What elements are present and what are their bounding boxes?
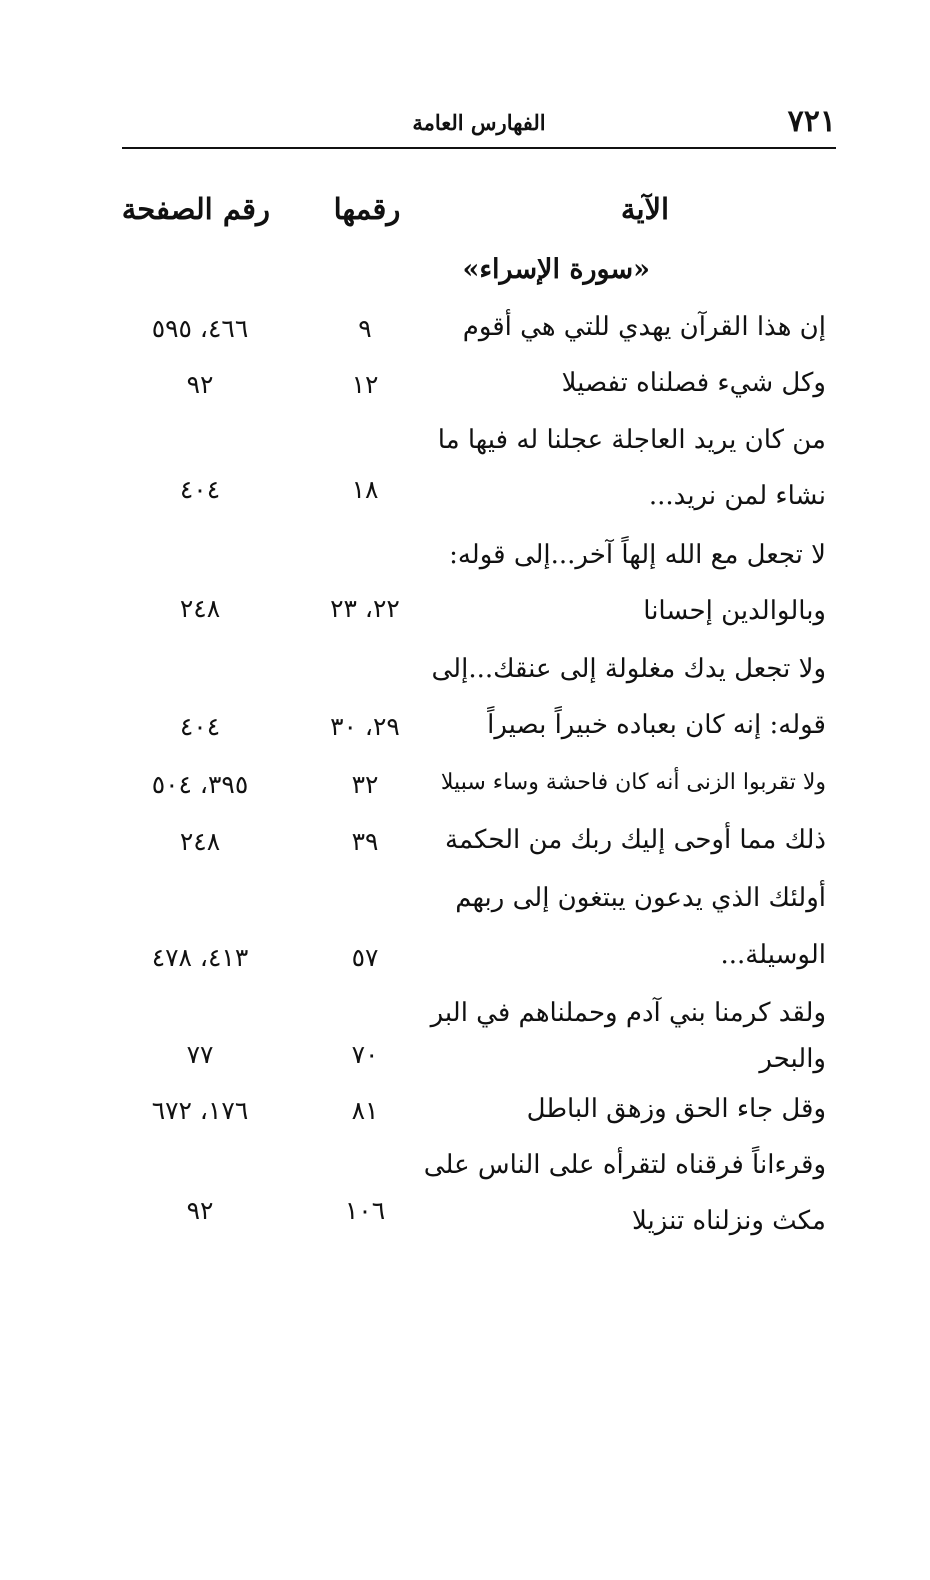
ayah-number: ٥٧ (351, 943, 379, 972)
page-reference: ٢٤٨ (179, 594, 221, 623)
ayah-number: ٣٩ (351, 827, 379, 856)
verse-text: أولئك الذي يدعون يبتغون إلى ربهم (455, 883, 826, 913)
ayah-number: ٢٩، ٣٠ (330, 712, 400, 741)
verse-text: وكل شيء فصلناه تفصيلا (561, 368, 826, 398)
verse-text: لا تجعل مع الله إلهاً آخر...إلى قوله: (449, 540, 826, 570)
verse-text: إن هذا القرآن يهدي للتي هي أقوم (462, 312, 826, 342)
verse-text: وقل جاء الحق وزهق الباطل (526, 1094, 826, 1124)
page-reference: ٤٦٦، ٥٩٥ (151, 314, 249, 343)
header-divider (122, 147, 836, 149)
page-reference: ٩٢ (186, 1196, 214, 1225)
page-reference: ٣٩٥، ٥٠٤ (151, 770, 249, 799)
verse-text: ذلك مما أوحى إليك ربك من الحكمة (445, 825, 826, 855)
verse-text: من كان يريد العاجلة عجلنا له فيها ما (437, 425, 826, 455)
column-header-ayah-number: رقمها (333, 192, 401, 226)
ayah-number: ١٢ (351, 370, 379, 399)
verse-text: ولا تقربوا الزنى أنه كان فاحشة وساء سبيلا (440, 770, 826, 795)
verse-text: ولا تجعل يدك مغلولة إلى عنقك...إلى (431, 654, 826, 684)
page-reference: ٧٧ (186, 1040, 214, 1069)
verse-text: نشاء لمن نريد... (648, 481, 826, 511)
column-header-page-number: رقم الصفحة (121, 192, 270, 226)
ayah-number: ٧٠ (351, 1040, 379, 1069)
verse-text: قوله: إنه كان بعباده خبيراً بصيراً (487, 710, 826, 740)
page-reference: ١٧٦، ٦٧٢ (151, 1096, 249, 1125)
ayah-number: ٢٢، ٢٣ (330, 594, 400, 623)
verse-text: وبالوالدين إحسانا (643, 596, 826, 626)
page-reference: ٤٠٤ (179, 475, 221, 504)
ayah-number: ٩ (358, 314, 372, 343)
page-reference: ٢٤٨ (179, 827, 221, 856)
verse-text: ولقد كرمنا بني آدم وحملناهم في البر (430, 998, 826, 1028)
column-header-verse: الآية (620, 192, 670, 226)
ayah-number: ٨١ (351, 1096, 379, 1125)
ayah-number: ٣٢ (351, 770, 379, 799)
ayah-number: ١٠٦ (344, 1196, 386, 1225)
verse-text: الوسيلة... (720, 940, 826, 970)
page-reference: ٤١٣، ٤٧٨ (151, 943, 249, 972)
verse-text: مكث ونزلناه تنزيلا (632, 1206, 826, 1236)
verse-text: وقرءاناً فرقناه لتقرأه على الناس على (423, 1150, 826, 1180)
page-header (122, 104, 836, 148)
page-reference: ٩٢ (186, 370, 214, 399)
ayah-number: ١٨ (351, 475, 379, 504)
verse-text: والبحر (759, 1044, 826, 1074)
running-title: الفهارس العامة (412, 110, 546, 135)
page-reference: ٤٠٤ (179, 712, 221, 741)
page-number: ٧٢١ (787, 104, 836, 139)
surah-title: «سورة الإسراء» (462, 254, 650, 285)
